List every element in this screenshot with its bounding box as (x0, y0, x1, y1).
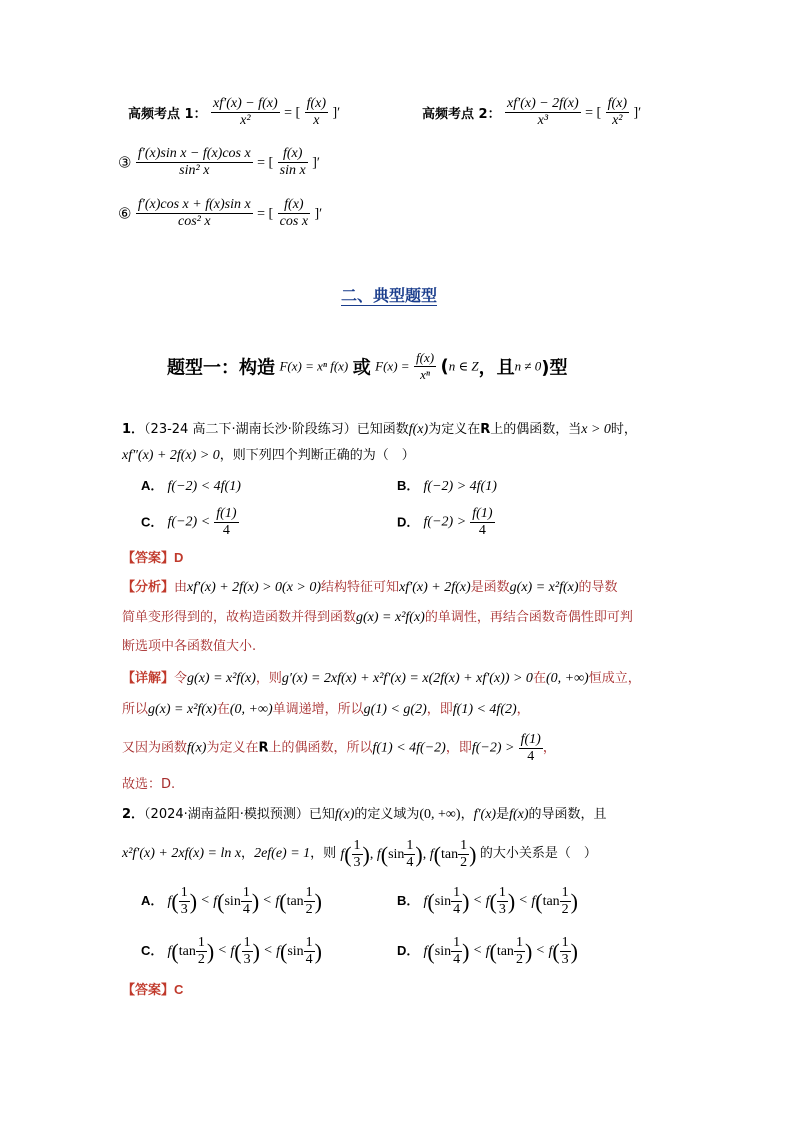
q2-answer: 【答案】C (122, 982, 184, 998)
type-title-formula-1: F(x) = xⁿ f(x) (279, 358, 349, 374)
q2-stem-f-sin: f(sin $\frac{1}{4}$ ), (376, 838, 427, 870)
q1-analysis-line-3: 断选项中各函数值大小. (122, 639, 257, 654)
q2-stem-f-third: f( $\frac{1}{3}$ ), (340, 838, 374, 870)
high-freq-item-3: ③ $\frac{\text{f′(x)sin x − f(x)cos x}}{\text{sin² x}}$ = [ $\frac{f(x)}{\text{sin x}}$ ]′ (118, 146, 320, 178)
item-6-rhs: $\frac{f(x)}{\text{cos x}}$ (279, 197, 309, 229)
item-6-fraction: $\frac{\text{f′(x)cos x + f(x)sin x}}{\text{cos² x}}$ (137, 197, 251, 229)
q1-analysis-line-1: 【分析】由xf′(x) + 2f(x) > 0(x > 0)结构特征可知xf′(x) + 2f(x)是函数g(x) = x²f(x)的导数 (122, 580, 618, 595)
q1-option-c[interactable]: C． f(−2) < $\frac{f(1)}{4}$ (141, 506, 237, 538)
item-3-marker: ③ (118, 153, 132, 172)
high-freq-item-6: ⑥ $\frac{\text{f′(x)cos x + f(x)sin x}}{\text{cos² x}}$ = [ $\frac{f(x)}{\text{cos x}}$ ]′ (118, 197, 323, 229)
high-freq-formula-1-rhs: $\frac{f(x)}{x}$ (306, 96, 327, 128)
q1-answer: 【答案】D (122, 550, 184, 566)
q1-detail-line-2: 所以g(x) = x²f(x)在(0, +∞)单调递增，所以g(1) < g(2)，即f(1) < 4f(2)， (122, 702, 530, 717)
q1-option-d[interactable]: D． f(−2) > $\frac{f(1)}{4}$ (397, 506, 493, 538)
q1-option-b[interactable]: B． f(−2) > 4f(1) (397, 478, 497, 494)
section-title: 二、典型题型 (341, 286, 438, 305)
high-freq-formula-1-fraction: $\frac{xf'(x) - f(x)}{\text{x²}}$ (213, 96, 278, 128)
q1-detail-line-3: 又因为函数f(x)为定义在R上的偶函数，所以f(1) < 4f(−2)，即f(−2) > $\frac{f(1)}{4}$ ， (122, 732, 556, 764)
q1-option-a[interactable]: A． f(−2) < 4f(1) (141, 478, 241, 494)
high-freq-row-2: 高频考点 2： $\frac{xf'(x) - 2f(x)}{\text{x³}}$ = [ $\frac{f(x)}{\text{x²}}$ ]′ (422, 96, 642, 128)
type-title-formula-2: $\frac{f(x)}{\text{xⁿ}}$ (416, 350, 435, 382)
q1-conclusion: 故选：D. (122, 777, 176, 792)
item-3-fraction: $\frac{\text{f′(x)sin x − f(x)cos x}}{\text{sin² x}}$ (137, 146, 251, 178)
high-freq-row-1: 高频考点 1： $\frac{xf'(x) - f(x)}{\text{x²}}$ = [ $\frac{f(x)}{x}$ ]′ (128, 96, 341, 128)
q2-option-a[interactable]: A． f( $\frac{1}{3}$ ) < f(sin $\frac{1}{4}$ ) < f(tan $\frac{1}{2}$ ) (141, 885, 322, 917)
type-title: 题型一：构造 F(x) = xⁿ f(x) 或 F(x) = $\frac{f(x)}{\text{xⁿ}}$ (n ∈ Z，且n ≠ 0)型 (167, 350, 568, 382)
q2-stem-line-2: x²f′(x) + 2xf(x) = ln x，2ef(e) = 1，则 f( $\frac{1}{3}$ ), f(sin $\frac{1}{4}$ ), f(tan $\frac{1}{2}$ ) 的大小关系是（ ） (122, 838, 597, 870)
q1-detail-line-1: 【详解】令g(x) = x²f(x)，则g′(x) = 2xf(x) + x²f′(x) = x(2f(x) + xf′(x)) > 0在(0, +∞)恒成立， (122, 671, 641, 686)
q2-option-b[interactable]: B． f(sin $\frac{1}{4}$ ) < f( $\frac{1}{3}$ ) < f(tan $\frac{1}{2}$ ) (397, 885, 578, 917)
item-6-marker: ⑥ (118, 204, 132, 223)
q2-option-c[interactable]: C． f(tan $\frac{1}{2}$ ) < f( $\frac{1}{3}$ ) < f(sin $\frac{1}{4}$ ) (141, 935, 322, 967)
q2-stem-line-1: 2．（2024·湖南益阳·模拟预测）已知f(x)的定义域为(0, +∞)，f′(x)是f(x)的导函数，且 (122, 807, 607, 822)
q2-option-d[interactable]: D． f(sin $\frac{1}{4}$ ) < f(tan $\frac{1}{2}$ ) < f( $\frac{1}{3}$ ) (397, 935, 578, 967)
q2-stem-f-tan: f(tan $\frac{1}{2}$ ) (429, 838, 477, 870)
high-freq-formula-2-fraction: $\frac{xf'(x) - 2f(x)}{\text{x³}}$ (507, 96, 579, 128)
q1-stem-line-1: 1．（23-24 高二下·湖南长沙·阶段练习）已知函数f(x)为定义在R上的偶函数，当x > 0时， (122, 422, 637, 437)
q1-stem-line-2: xf″(x) + 2f(x) > 0，则下列四个判断正确的为（ ） (122, 448, 415, 463)
high-freq-label-2: 高频考点 2： (422, 107, 501, 122)
high-freq-label-1: 高频考点 1： (128, 107, 207, 122)
item-3-rhs: $\frac{f(x)}{\text{sin x}}$ (279, 146, 306, 178)
q1-analysis-line-2: 简单变形得到的，故构造函数并得到函数g(x) = x²f(x)的单调性，再结合函数奇偶性即可判 (122, 610, 633, 625)
high-freq-formula-2-rhs: $\frac{f(x)}{\text{x²}}$ (607, 96, 628, 128)
